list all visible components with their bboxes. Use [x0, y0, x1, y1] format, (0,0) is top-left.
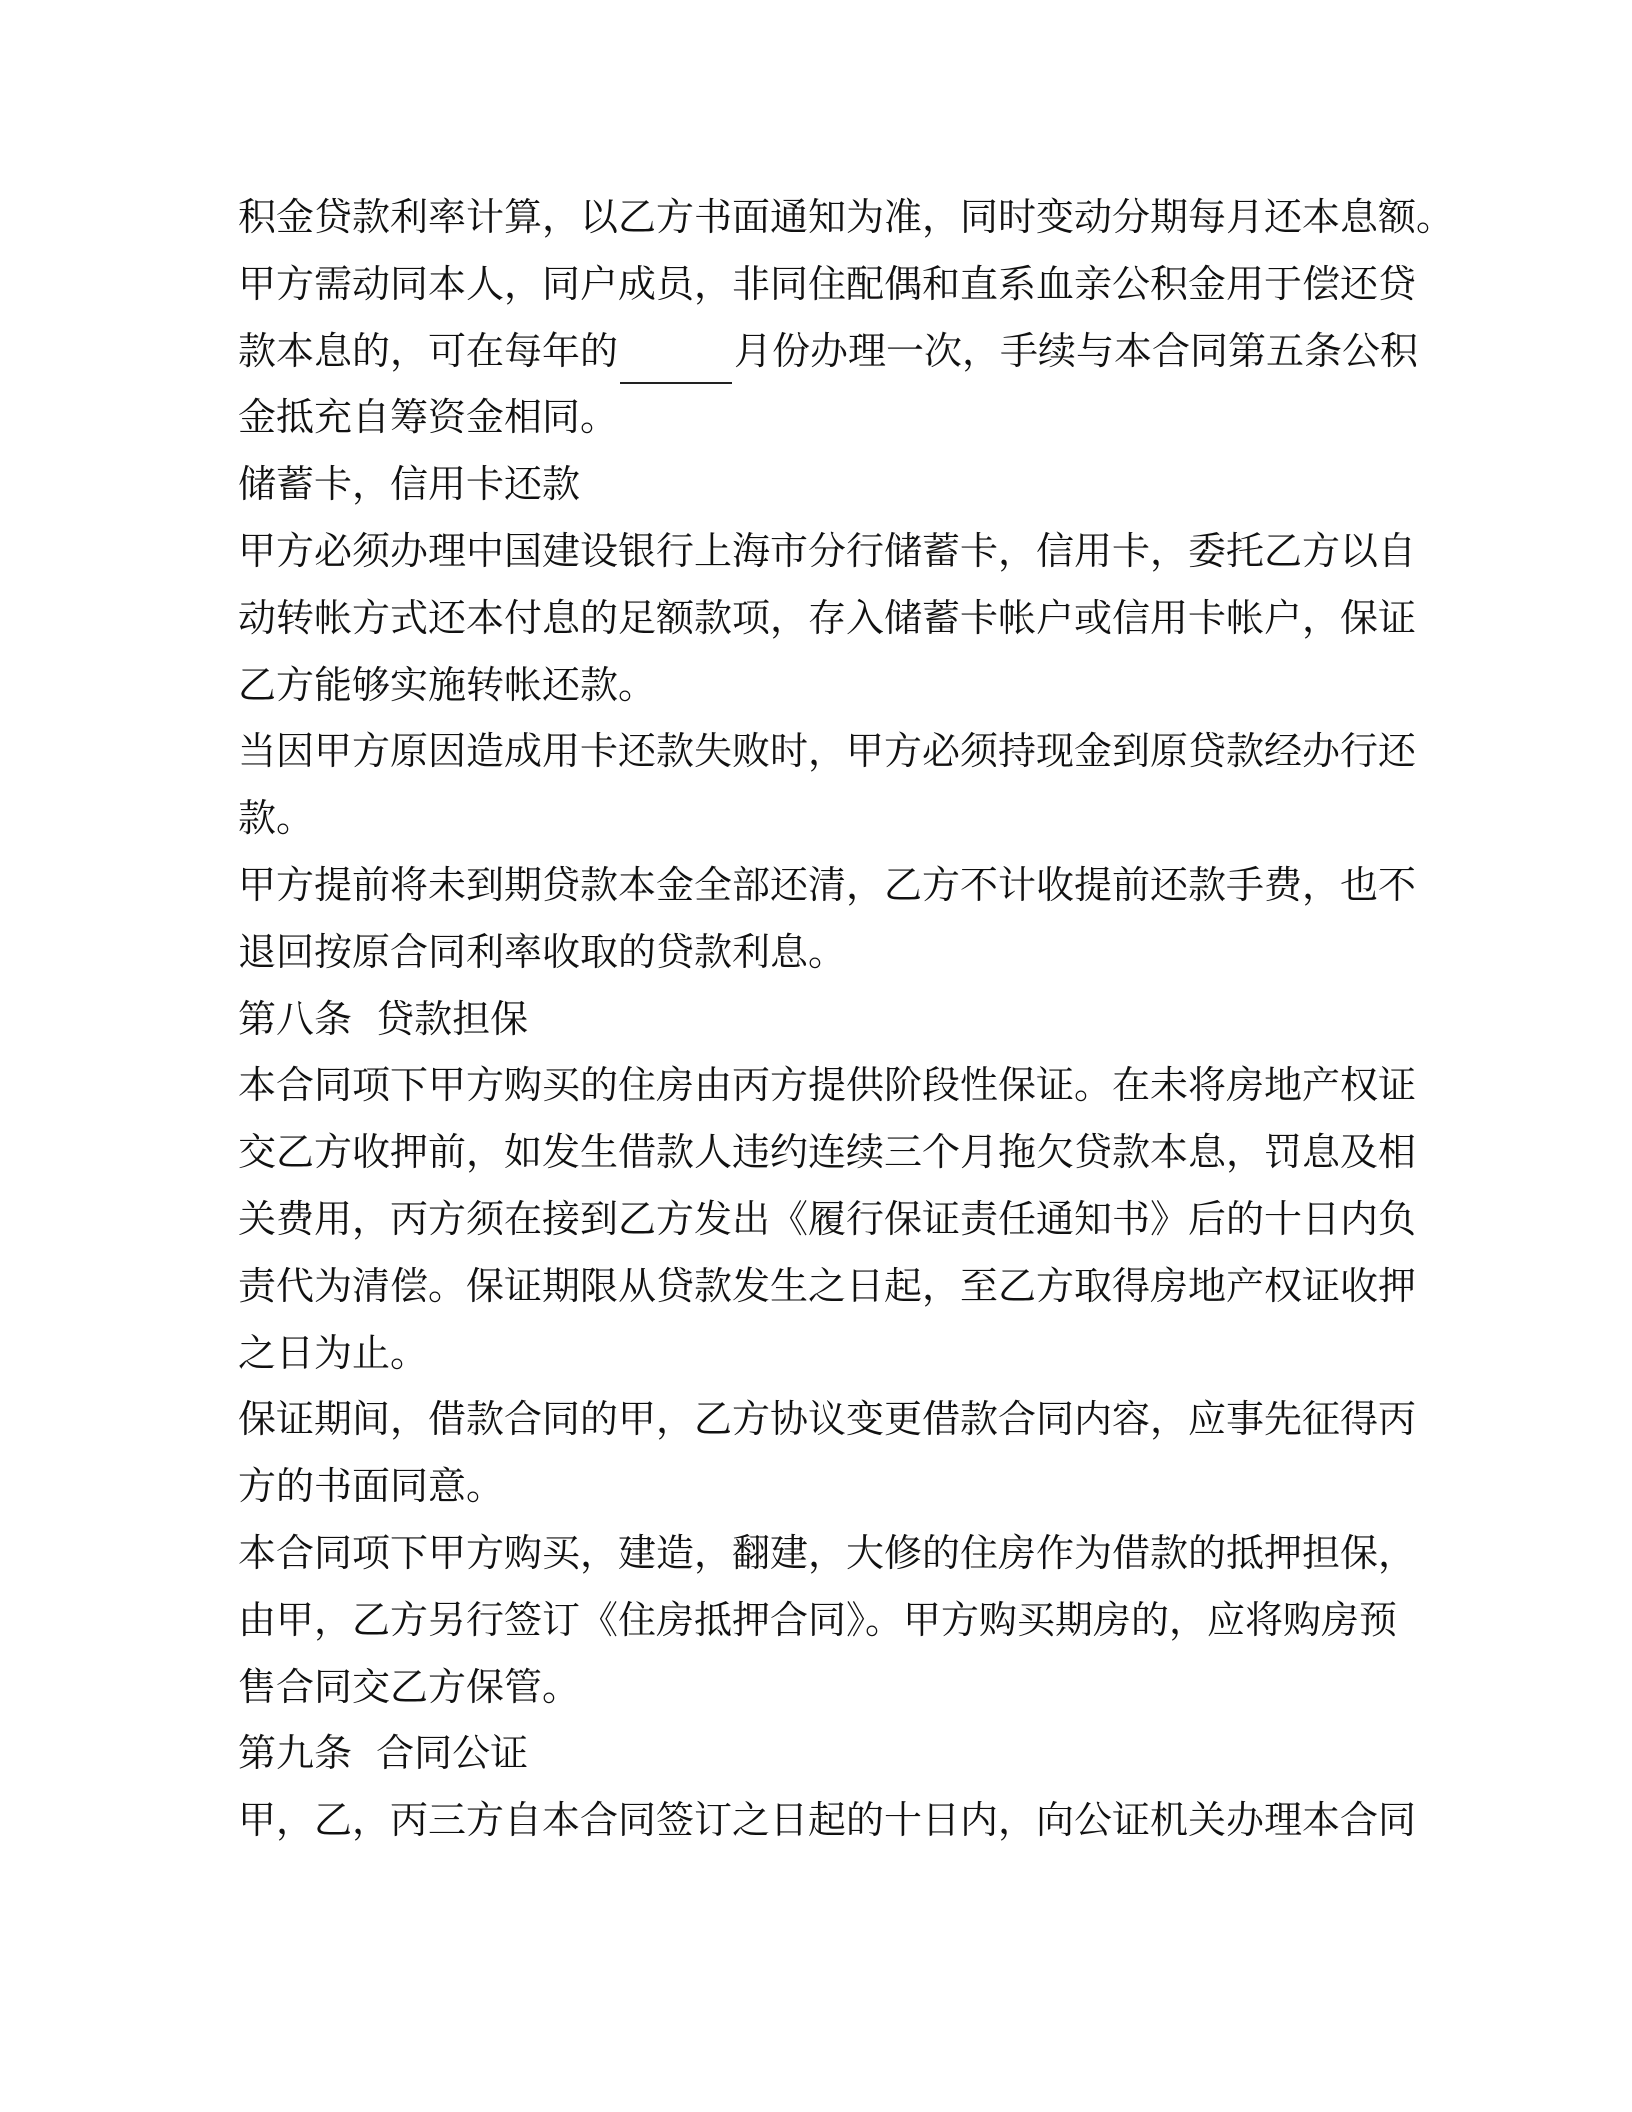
text-line: 甲，乙，丙三方自本合同签订之日起的十日内，向公证机关办理本合同 [238, 1798, 1417, 1843]
text-fragment: 款本息的，可在每年的 [238, 328, 619, 373]
text-line: 保证期间，借款合同的甲，乙方协议变更借款合同内容，应事先征得丙 [238, 1397, 1417, 1442]
text-line: 售合同交乙方保管。 [238, 1664, 581, 1709]
article-heading: 第八条 贷款担保 [238, 996, 529, 1041]
fill-in-blank [620, 338, 732, 384]
section-heading: 储蓄卡，信用卡还款 [238, 462, 581, 507]
text-line: 退回按原合同利率收取的贷款利息。 [238, 929, 847, 974]
text-fragment: 月份办理一次，手续与本合同第五条公积 [734, 328, 1419, 373]
text-line: 本合同项下甲方购买，建造，翻建，大修的住房作为借款的抵押担保， [238, 1530, 1417, 1575]
text-line: 甲方提前将未到期贷款本金全部还清，乙方不计收提前还款手费，也不 [238, 862, 1417, 907]
document-page [238, 184, 1455, 1854]
text-line-with-blank [238, 318, 1419, 385]
text-line: 乙方能够实施转帐还款。 [238, 662, 657, 707]
text-line: 甲方必须办理中国建设银行上海市分行储蓄卡，信用卡，委托乙方以自 [238, 528, 1417, 573]
text-line: 当因甲方原因造成用卡还款失败时，甲方必须持现金到原贷款经办行还 [238, 729, 1417, 774]
article-heading: 第九条 合同公证 [238, 1731, 529, 1776]
text-line: 款。 [238, 796, 315, 841]
text-line: 动转帐方式还本付息的足额款项，存入储蓄卡帐户或信用卡帐户，保证 [238, 595, 1417, 640]
text-line: 金抵充自筹资金相同。 [238, 395, 619, 440]
text-line: 本合同项下甲方购买的住房由丙方提供阶段性保证。在未将房地产权证 [238, 1063, 1417, 1108]
text-line: 由甲，乙方另行签订《住房抵押合同》。甲方购买期房的，应将购房预 [238, 1597, 1398, 1642]
text-line: 方的书面同意。 [238, 1464, 505, 1509]
text-line: 积金贷款利率计算，以乙方书面通知为准，同时变动分期每月还本息额。 [238, 195, 1455, 239]
text-line: 责代为清偿。保证期限从贷款发生之日起，至乙方取得房地产权证收押 [238, 1263, 1417, 1308]
text-line: 之日为止。 [238, 1330, 429, 1375]
text-line: 关费用，丙方须在接到乙方发出《履行保证责任通知书》后的十日内负 [238, 1196, 1417, 1241]
text-line: 交乙方收押前，如发生借款人违约连续三个月拖欠贷款本息，罚息及相 [238, 1130, 1417, 1175]
text-line: 甲方需动同本人，同户成员，非同住配偶和直系血亲公积金用于偿还贷 [238, 261, 1417, 306]
